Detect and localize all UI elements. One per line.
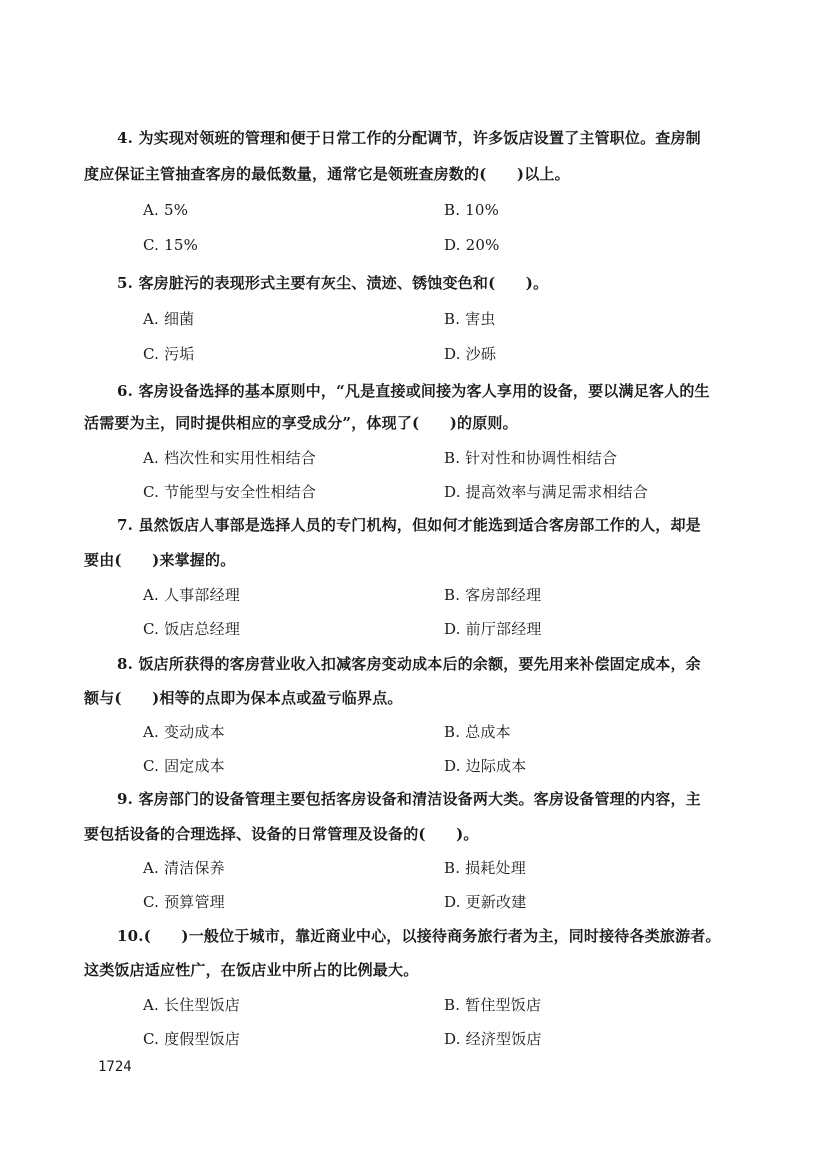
- question-9-option-a: A. 清洁保养: [143, 859, 225, 877]
- question-8-option-a: A. 变动成本: [143, 723, 225, 741]
- question-8-option-b: B. 总成本: [444, 723, 511, 741]
- question-7-option-b: B. 客房部经理: [444, 586, 542, 604]
- page-number: 1724: [98, 1059, 132, 1075]
- question-6-stem-line2: 活需要为主，同时提供相应的享受成分”，体现了( )的原则。: [84, 414, 518, 432]
- question-10-option-b: B. 暂住型饭店: [444, 996, 542, 1014]
- question-6-option-d: D. 提高效率与满足需求相结合: [444, 483, 649, 501]
- question-5-option-b: B. 害虫: [444, 310, 496, 328]
- question-9-option-c: C. 预算管理: [143, 893, 225, 911]
- question-6-option-b: B. 针对性和协调性相结合: [444, 449, 618, 467]
- question-9-option-d: D. 更新改建: [444, 893, 527, 911]
- question-6-stem-line1: 6. 客房设备选择的基本原则中，“凡是直接或间接为客人享用的设备，要以满足客人的生: [117, 382, 710, 400]
- question-10-stem-line2: 这类饭店适应性广，在饭店业中所占的比例最大。: [84, 961, 419, 979]
- question-4-option-d: D. 20%: [444, 236, 500, 254]
- question-10-option-a: A. 长住型饭店: [143, 996, 240, 1014]
- question-7-stem-line1: 7. 虽然饭店人事部是选择人员的专门机构，但如何才能选到适合客房部工作的人，却是: [117, 516, 701, 534]
- question-4-stem-line2: 度应保证主管抽查客房的最低数量，通常它是领班查房数的( )以上。: [84, 165, 570, 183]
- question-9-option-b: B. 损耗处理: [444, 859, 526, 877]
- question-10-stem-line1: 10.( )一般位于城市，靠近商业中心，以接待商务旅行者为主，同时接待各类旅游者。: [117, 927, 721, 945]
- question-6-option-a: A. 档次性和实用性相结合: [143, 449, 316, 467]
- question-4-option-b: B. 10%: [444, 201, 500, 219]
- question-4-stem-line1: 4. 为实现对领班的管理和便于日常工作的分配调节，许多饭店设置了主管职位。查房制: [117, 129, 701, 147]
- question-6-option-c: C. 节能型与安全性相结合: [143, 483, 317, 501]
- question-10-option-c: C. 度假型饭店: [143, 1030, 241, 1048]
- question-7-option-d: D. 前厅部经理: [444, 620, 542, 638]
- question-5-option-d: D. 沙砾: [444, 345, 497, 363]
- question-7-option-c: C. 饭店总经理: [143, 620, 241, 638]
- question-4-option-c: C. 15%: [143, 236, 199, 254]
- question-8-option-d: D. 边际成本: [444, 757, 527, 775]
- question-5-stem-line1: 5. 客房脏污的表现形式主要有灰尘、渍迹、锈蚀变色和( )。: [117, 274, 549, 292]
- question-9-stem-line1: 9. 客房部门的设备管理主要包括客房设备和清洁设备两大类。客房设备管理的内容，主: [117, 790, 701, 808]
- question-7-option-a: A. 人事部经理: [143, 586, 240, 604]
- question-5-option-c: C. 污垢: [143, 345, 195, 363]
- question-5-option-a: A. 细菌: [143, 310, 195, 328]
- question-8-stem-line1: 8. 饭店所获得的客房营业收入扣减客房变动成本后的余额，要先用来补偿固定成本，余: [117, 655, 701, 673]
- question-8-option-c: C. 固定成本: [143, 757, 225, 775]
- question-10-option-d: D. 经济型饭店: [444, 1030, 542, 1048]
- question-4-option-a: A. 5%: [143, 201, 189, 219]
- question-9-stem-line2: 要包括设备的合理选择、设备的日常管理及设备的( )。: [84, 825, 479, 843]
- question-8-stem-line2: 额与( )相等的点即为保本点或盈亏临界点。: [84, 689, 403, 707]
- question-7-stem-line2: 要由( )来掌握的。: [84, 551, 236, 569]
